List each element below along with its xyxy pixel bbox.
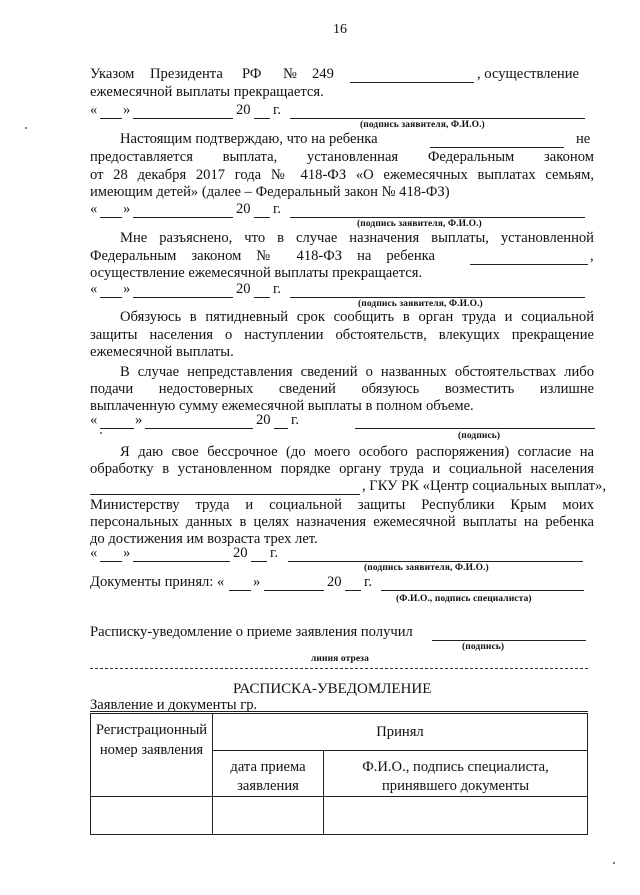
text: Настоящим подтверждаю, что на ребенка — [120, 131, 378, 147]
day-field[interactable] — [100, 561, 122, 562]
year-field[interactable] — [345, 590, 361, 591]
text: осуществление ежемесячной выплаты прекращается. — [90, 265, 423, 281]
text: Федеральным законом № 418-ФЗ на ребенка — [90, 248, 435, 264]
text: обработку в установленном порядке органу труда и социальной населения — [90, 461, 594, 477]
text: персональных данных в целях назначения ежемесячной выплаты на ребенка — [90, 514, 594, 530]
text: , ГКУ РК «Центр социальных выплат», — [362, 478, 606, 494]
signature-line[interactable] — [288, 561, 583, 562]
scan-speck — [25, 127, 27, 129]
cut-line — [90, 668, 588, 669]
date-close: » — [123, 201, 131, 217]
header-text: дата приема — [230, 759, 306, 775]
receipt-title: РАСПИСКА-УВЕДОМЛЕНИЕ — [233, 681, 432, 697]
col-acceptance-date — [213, 751, 324, 797]
year-prefix: 20 — [327, 574, 342, 590]
text: Расписку-уведомление о приеме заявления получил — [90, 624, 413, 640]
child-name-field[interactable] — [430, 147, 564, 148]
text: Обязуюсь в пятидневный срок сообщить в орган труда и социальной — [120, 309, 594, 325]
signature-caption: (Ф.И.О., подпись специалиста) — [396, 594, 532, 604]
year-prefix: 20 — [233, 545, 248, 561]
col-accepted: Принял — [213, 714, 588, 751]
text: имеющим детей» (далее – Федеральный закон № 418-ФЗ) — [90, 184, 450, 200]
text: защиты населения о наступлении обстоятельств, влекущих прекращение — [90, 327, 594, 343]
receipt-subtitle: Заявление и документы гр. — [90, 697, 258, 713]
day-field[interactable] — [229, 590, 251, 591]
signature-caption: (подпись заявителя, Ф.И.О.) — [364, 563, 489, 573]
date-close: » — [253, 574, 261, 590]
text: подачи недостоверных сведений обязуюсь возместить излишне — [90, 381, 594, 397]
day-field[interactable] — [100, 297, 122, 298]
year-prefix: 20 — [236, 201, 251, 217]
text: № — [283, 66, 297, 82]
signature-caption: (подпись) — [462, 642, 505, 652]
text: Мне разъяснено, что в случае назначения выплаты, установленной — [120, 230, 594, 246]
signature-caption: (подпись заявителя, Ф.И.О.) — [358, 299, 483, 309]
signature-caption: (подпись заявителя, Ф.И.О.) — [360, 120, 485, 130]
signature-line[interactable] — [290, 297, 585, 298]
text: 249 — [312, 66, 334, 82]
blank-line[interactable] — [350, 82, 474, 83]
year-suffix: г. — [273, 102, 281, 118]
receipt-table — [90, 713, 588, 835]
year-field[interactable] — [254, 217, 270, 218]
signature-line[interactable] — [290, 118, 585, 119]
docs-label: Документы принял: « — [90, 574, 225, 590]
header-text: Регистрационный — [95, 722, 208, 738]
signature-caption: (подпись заявителя, Ф.И.О.) — [357, 219, 482, 229]
year-prefix: 20 — [236, 281, 251, 297]
signature-line[interactable] — [290, 217, 585, 218]
date-close: » — [135, 412, 143, 428]
month-field[interactable] — [133, 561, 230, 562]
header-text: принявшего документы — [381, 778, 530, 794]
date-open: « — [90, 412, 98, 428]
child-name-field[interactable] — [470, 264, 588, 265]
date-close: » — [123, 545, 131, 561]
signature-line[interactable] — [355, 428, 595, 429]
month-field[interactable] — [133, 118, 233, 119]
day-field[interactable] — [100, 217, 122, 218]
date-open: « — [90, 281, 98, 297]
year-suffix: г. — [291, 412, 299, 428]
scan-speck — [100, 432, 102, 434]
scan-speck — [613, 862, 615, 864]
signature-caption: (подпись) — [458, 431, 501, 441]
year-field[interactable] — [254, 118, 270, 119]
year-suffix: г. — [273, 201, 281, 217]
text: Я даю свое бессрочное (до моего особого распоряжения) согласие на — [120, 444, 594, 460]
text: Министерству труда и социальной защиты Республики Крым моих — [90, 497, 594, 513]
month-field[interactable] — [133, 297, 233, 298]
text: ежемесячной выплаты прекращается. — [90, 84, 324, 100]
date-close: » — [123, 102, 131, 118]
col-registration-number — [91, 714, 213, 797]
text: В случае непредставления сведений о названных обстоятельствах либо — [120, 364, 594, 380]
day-field[interactable] — [100, 118, 122, 119]
date-open: « — [90, 545, 98, 561]
date-close: » — [123, 281, 131, 297]
date-open: « — [90, 201, 98, 217]
text: предоставляется выплата, установленная Федеральным законом — [90, 149, 594, 165]
text: Указом — [90, 66, 135, 82]
year-prefix: 20 — [256, 412, 271, 428]
month-field[interactable] — [145, 428, 253, 429]
specialist-signature-line[interactable] — [381, 590, 584, 591]
year-suffix: г. — [273, 281, 281, 297]
authority-name-field[interactable] — [90, 494, 360, 495]
year-prefix: 20 — [236, 102, 251, 118]
text: не — [576, 131, 591, 147]
registration-number-cell[interactable] — [91, 797, 213, 835]
year-suffix: г. — [270, 545, 278, 561]
text: РФ — [242, 66, 262, 82]
month-field[interactable] — [133, 217, 233, 218]
header-text: номер заявления — [99, 742, 204, 758]
text: ежемесячной выплаты. — [90, 344, 234, 360]
cut-line-label: линия отреза — [311, 654, 369, 664]
text: Президента — [150, 66, 223, 82]
header-text: Ф.И.О., подпись специалиста, — [362, 759, 549, 775]
applicant-name-line[interactable] — [90, 711, 588, 712]
text: от 28 декабря 2017 года № 418-ФЗ «О ежемесячных выплатах семьям, — [90, 167, 594, 183]
text: , осуществление — [477, 66, 580, 82]
text: выплаченную сумму ежемесячной выплаты в полном объеме. — [90, 398, 474, 414]
header-text: заявления — [237, 778, 299, 794]
year-field[interactable] — [251, 561, 267, 562]
col-specialist — [324, 751, 588, 797]
specialist-cell[interactable] — [324, 797, 588, 835]
acceptance-date-cell[interactable] — [213, 797, 324, 835]
text: , — [590, 248, 594, 264]
month-field[interactable] — [264, 590, 324, 591]
text: до достижения им возраста трех лет. — [90, 531, 318, 547]
year-field[interactable] — [254, 297, 270, 298]
day-field[interactable] — [100, 428, 134, 429]
year-field[interactable] — [274, 428, 288, 429]
signature-line[interactable] — [432, 640, 586, 641]
page-number: 16 — [333, 22, 347, 37]
year-suffix: г. — [364, 574, 372, 590]
date-open: « — [90, 102, 98, 118]
